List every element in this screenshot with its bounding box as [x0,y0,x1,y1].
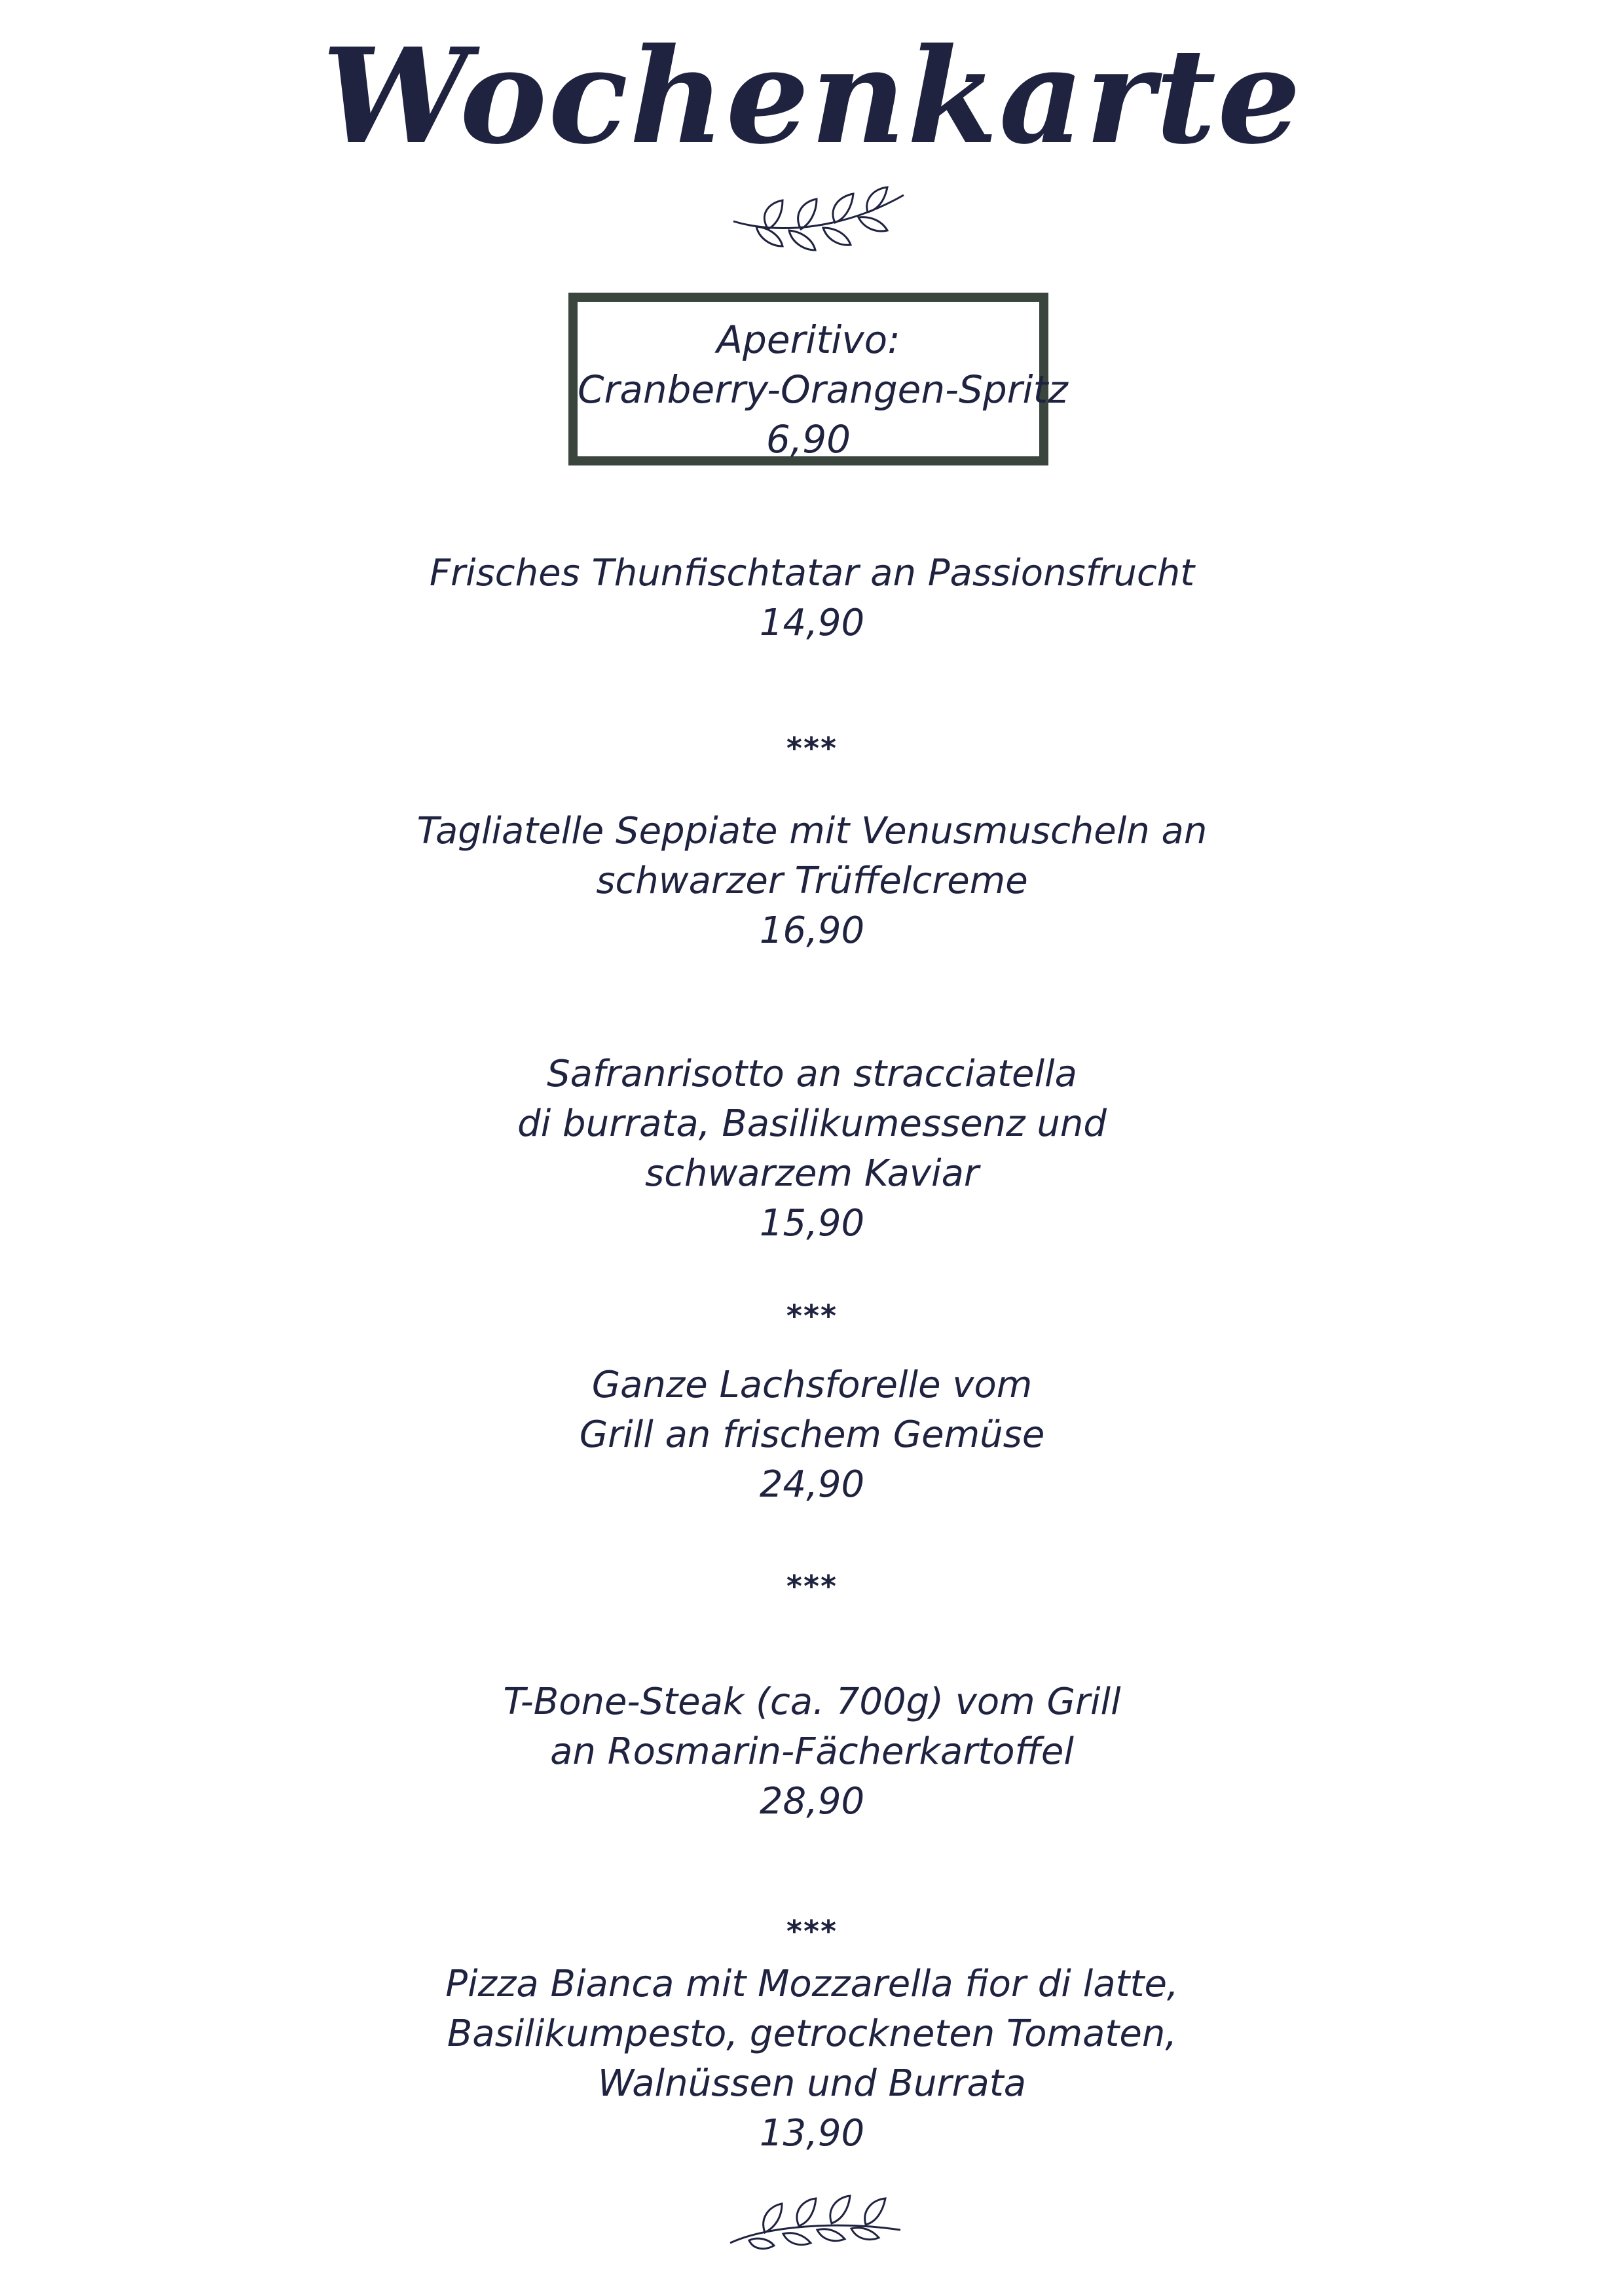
dish-line: Ganze Lachsforelle vom [591,1364,1033,1406]
leaf-sprig-icon [730,183,907,255]
dish-price: 15,90 [759,1202,865,1245]
page-title: Wochenkarte [322,20,1302,173]
dish-price: 13,90 [759,2112,865,2155]
dish-line: di burrata, Basilikumessenz und [517,1102,1107,1145]
dish-price: 24,90 [759,1463,865,1506]
aperitivo-name: Cranberry-Orangen-Spritz [578,367,1068,412]
separator: *** [786,1914,838,1949]
dish-line: Frisches Thunfischtatar an Passionsfrucht [429,552,1195,594]
separator: *** [786,731,838,766]
dish-price: 16,90 [759,909,865,952]
dish-line: Basilikumpesto, getrockneten Tomaten, [447,2013,1177,2055]
aperitivo-box [568,293,1068,465]
dish-4 [0,1360,1624,1510]
dish-price: 28,90 [759,1780,865,1823]
dish-line: schwarzem Kaviar [645,1152,979,1195]
dish-line: T-Bone-Steak (ca. 700g) vom Grill [503,1681,1121,1723]
dish-price: 14,90 [759,602,865,644]
dish-2 [0,807,1624,956]
dish-1 [0,549,1624,648]
dish-line: Grill an frischem Gemüse [579,1413,1045,1456]
dish-5 [0,1677,1624,1827]
aperitivo-price: 6,90 [766,417,851,462]
dish-line: Pizza Bianca mit Mozzarella fior di latte, [445,1963,1179,2005]
dish-6 [0,1959,1624,2159]
separator: *** [786,1569,838,1604]
leaf-sprig-icon [727,2180,904,2252]
dish-line: Walnüssen und Burrata [597,2062,1027,2105]
dish-line: Tagliatelle Seppiate mit Venusmuscheln an [416,810,1208,852]
dish-line: schwarzer Trüffelcreme [596,860,1028,902]
dish-line: an Rosmarin-Fächerkartoffel [550,1730,1074,1773]
separator: *** [786,1298,838,1334]
aperitivo-label: Aperitivo: [716,318,900,362]
dish-line: Safranrisotto an stracciatella [547,1053,1077,1095]
dish-3 [0,1049,1624,1248]
